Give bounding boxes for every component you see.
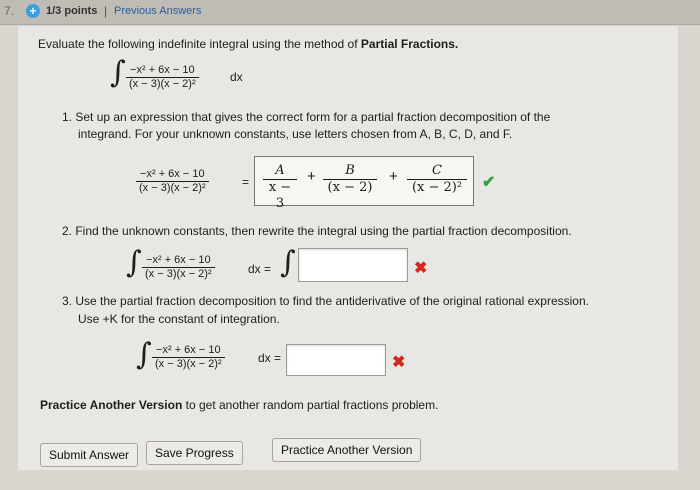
- step2-line1: 2. Find the unknown constants, then rewrite the integral using the partial fraction decomposition.: [62, 224, 572, 238]
- problem-intro-bold: Partial Fractions.: [360, 37, 459, 51]
- step1-line2: integrand. For your unknown constants, use letters chosen from A, B, C, D, and F.: [78, 127, 513, 141]
- term-c-denominator: (x − 2)²: [407, 179, 467, 196]
- integral-sign-icon: ∫: [110, 55, 126, 90]
- step2-integral-sign-icon: ∫: [126, 245, 142, 280]
- step2-answer-input[interactable]: [298, 248, 408, 282]
- problem-intro-text: Evaluate the following indefinite integral using the method of: [38, 37, 358, 51]
- step1-answer-field[interactable]: [254, 156, 474, 211]
- incorrect-x-icon: ✖: [414, 260, 428, 277]
- step1-lhs-fraction: [136, 168, 209, 195]
- question-header: [0, 0, 700, 25]
- practice-another-version-button[interactable]: Practice Another Version: [272, 438, 421, 462]
- integrand-dx: dx: [230, 70, 243, 84]
- term-b-fraction: [323, 163, 377, 196]
- practice-note: [40, 398, 438, 412]
- term-b-numerator: B: [345, 163, 355, 178]
- integrand-fraction: [126, 64, 199, 91]
- step2-rhs-integral-sign-icon: ∫: [280, 245, 296, 280]
- plus-sign-1: +: [307, 168, 316, 185]
- step3-fraction: [152, 344, 225, 371]
- step1-lhs-denominator: (x − 3)(x − 2)²: [136, 181, 209, 195]
- question-panel: [18, 26, 678, 470]
- integrand-numerator: −x² + 6x − 10: [130, 64, 195, 76]
- step2-numerator: −x² + 6x − 10: [146, 254, 211, 266]
- previous-answers-link[interactable]: Previous Answers: [114, 5, 202, 17]
- step1-lhs-numerator: −x² + 6x − 10: [140, 168, 205, 180]
- step1-line1: 1. Set up an expression that gives the correct form for a partial fraction decomposition of the: [62, 110, 551, 124]
- term-c-fraction: [407, 163, 467, 196]
- term-a-fraction: [263, 163, 297, 212]
- term-c-numerator: C: [432, 163, 442, 178]
- step2-dx-equals: dx =: [248, 262, 272, 276]
- term-a-numerator: A: [275, 163, 285, 178]
- incorrect-x-icon: ✖: [392, 354, 406, 371]
- problem-intro: [38, 37, 458, 51]
- question-number: 7.: [4, 4, 15, 18]
- header-separator: |: [104, 4, 108, 18]
- step3-denominator: (x − 3)(x − 2)²: [152, 357, 225, 371]
- step2-fraction: [142, 254, 215, 281]
- correct-check-icon: ✔: [482, 174, 496, 191]
- term-b-denominator: (x − 2): [323, 179, 377, 196]
- step2-denominator: (x − 3)(x − 2)²: [142, 267, 215, 281]
- term-a-denominator: x − 3: [263, 179, 297, 212]
- step3-dx-equals: dx =: [258, 351, 282, 365]
- step3-integral-sign-icon: ∫: [136, 337, 152, 372]
- plus-sign-2: +: [389, 168, 398, 185]
- step3-answer-input[interactable]: [286, 344, 386, 376]
- step3-line2: Use +K for the constant of integration.: [78, 312, 280, 326]
- practice-note-bold: Practice Another Version: [40, 398, 183, 412]
- save-progress-button[interactable]: Save Progress: [146, 441, 243, 465]
- practice-note-text: to get another random partial fractions problem.: [185, 398, 439, 412]
- step3-line1: 3. Use the partial fraction decomposition to find the antiderivative of the original rational expression.: [62, 294, 589, 308]
- integrand-denominator: (x − 3)(x − 2)²: [126, 77, 199, 91]
- add-circle-icon[interactable]: +: [26, 4, 40, 18]
- submit-answer-button[interactable]: Submit Answer: [40, 443, 138, 467]
- step3-numerator: −x² + 6x − 10: [156, 344, 221, 356]
- points-score: 1/3 points: [46, 5, 98, 17]
- step1-equals: =: [242, 175, 250, 189]
